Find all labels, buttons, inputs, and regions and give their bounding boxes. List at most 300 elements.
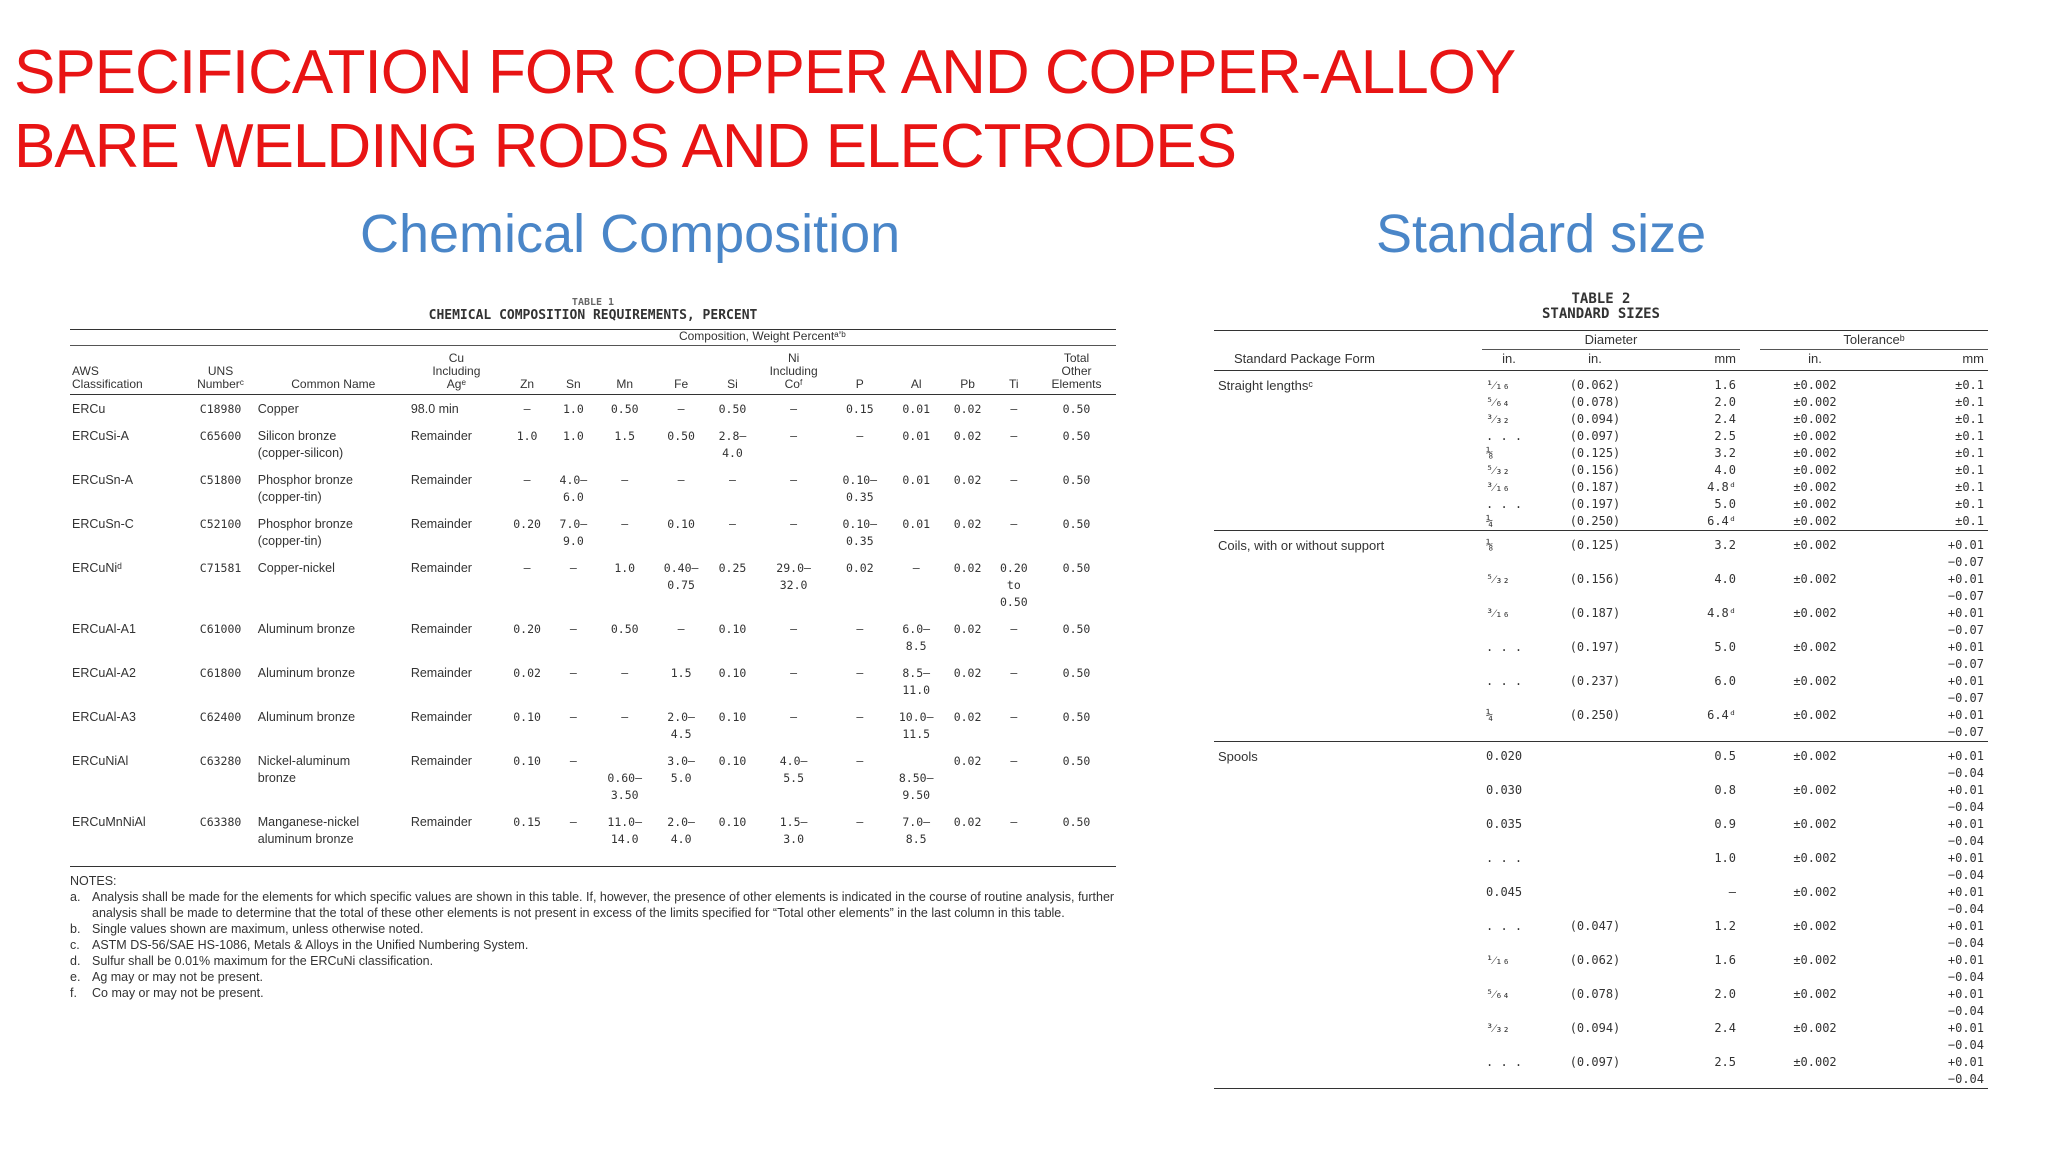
cell-mn: —	[621, 710, 629, 724]
cell-diameter-decimal: (0.062)	[1569, 953, 1621, 967]
cell-tolerance-mm: ±0.1	[1955, 395, 1984, 409]
table2-col-gap	[1740, 350, 1760, 371]
table2-header-gap	[1740, 331, 1760, 350]
cell-ti: —	[1010, 815, 1018, 829]
table-row	[1214, 639, 1988, 673]
cell-cu: Remainder	[410, 710, 472, 724]
cell-tolerance-in: ±0.002	[1793, 674, 1837, 688]
cell-sn: —	[569, 622, 577, 636]
cell-fe: 2.0– 4.0	[667, 815, 695, 846]
cell-si: 0.10	[718, 754, 747, 768]
cell-zn: 0.10	[513, 710, 541, 724]
cell-diameter-decimal: (0.250)	[1569, 708, 1621, 722]
cell-gap	[1740, 411, 1760, 428]
cell-diameter-mm: 2.0	[1714, 987, 1736, 1001]
table-row	[1214, 707, 1988, 742]
cell-gap	[1740, 513, 1760, 531]
cell-diameter-mm: 4.0	[1714, 572, 1736, 586]
cell-zn: 0.02	[513, 666, 541, 680]
cell-mn: 1.0	[614, 561, 636, 575]
cell-uns: C61800	[199, 666, 242, 680]
cell-diameter-mm: 0.8	[1714, 783, 1736, 797]
cell-total: 0.50	[1062, 754, 1091, 768]
cell-ti: —	[1010, 473, 1018, 487]
cell-diameter-in: 0.020	[1486, 749, 1523, 763]
cell-diameter-decimal: (0.156)	[1569, 463, 1621, 477]
cell-diameter-mm: 6.0	[1714, 674, 1736, 688]
cell-gap	[1740, 1020, 1760, 1054]
cell-tolerance-mm: +0.01 −0.07	[1947, 674, 1984, 705]
cell-gap	[1740, 884, 1760, 918]
cell-tolerance-in: ±0.002	[1793, 572, 1837, 586]
cell-tolerance-mm: +0.01 −0.07	[1947, 708, 1984, 739]
table-row	[70, 611, 1116, 655]
cell-diameter-in: ¹⁄₁₆	[1486, 378, 1510, 392]
cell-pb: 0.02	[953, 622, 982, 636]
table-row	[1214, 742, 1988, 783]
table-row	[70, 550, 1116, 611]
cell-fe: —	[677, 473, 685, 487]
cell-gap	[1740, 605, 1760, 639]
cell-pb: 0.02	[953, 517, 982, 531]
table-row	[1214, 1054, 1988, 1089]
cell-aws: ERCuAl-A2	[72, 666, 136, 680]
cell-tolerance-in: ±0.002	[1793, 953, 1837, 967]
cell-p: —	[856, 754, 864, 768]
cell-tolerance-in: ±0.002	[1793, 514, 1837, 528]
cell-diameter-in: ⅛	[1486, 446, 1494, 460]
cell-diameter-decimal: (0.047)	[1569, 919, 1621, 933]
cell-tolerance-in: ±0.002	[1793, 708, 1837, 722]
cell-tolerance-mm: ±0.1	[1955, 463, 1984, 477]
size-section	[1214, 531, 1988, 742]
note-label: e.	[70, 970, 81, 984]
table-row	[1214, 782, 1988, 816]
cell-tolerance-mm: +0.01 −0.07	[1947, 640, 1984, 671]
cell-tolerance-in: ±0.002	[1793, 987, 1837, 1001]
cell-aws: ERCuSn-C	[72, 517, 134, 531]
col-total-other: Total Other Elements	[1037, 346, 1116, 395]
cell-fe: —	[677, 402, 685, 416]
cell-pb: 0.02	[953, 710, 982, 724]
cell-pb: 0.02	[953, 754, 982, 768]
slide-title	[14, 36, 1515, 184]
cell-ti: 0.20 to 0.50	[999, 561, 1028, 609]
table-row	[1214, 411, 1988, 428]
cell-mn: 1.5	[614, 429, 636, 443]
cell-pb: 0.02	[953, 402, 982, 416]
cell-diameter-in: ⁵⁄₆₄	[1486, 395, 1510, 409]
cell-gap	[1740, 479, 1760, 496]
cell-sn: —	[569, 710, 577, 724]
cell-sn: —	[569, 815, 577, 829]
cell-cu: 98.0 min	[410, 402, 459, 416]
cell-ti: —	[1010, 622, 1018, 636]
cell-gap	[1740, 918, 1760, 952]
cell-diameter-mm: 1.6	[1714, 378, 1736, 392]
standard-sizes-table	[1214, 330, 1988, 1089]
cell-sn: —	[569, 666, 577, 680]
cell-zn: —	[523, 561, 531, 575]
chemical-composition-table	[70, 329, 1116, 856]
cell-si: 0.25	[718, 561, 747, 575]
table-row	[70, 804, 1116, 856]
cell-name: Aluminum bronze	[257, 710, 356, 724]
cell-tolerance-mm: +0.01 −0.07	[1947, 606, 1984, 637]
cell-tolerance-mm: ±0.1	[1955, 378, 1984, 392]
cell-uns: C51800	[199, 473, 242, 487]
cell-al: 0.01	[902, 473, 931, 487]
cell-diameter-decimal: (0.097)	[1569, 429, 1621, 443]
table1-column-headers	[70, 346, 1116, 395]
cell-aws: ERCuAl-A3	[72, 710, 136, 724]
table-row	[70, 395, 1116, 419]
cell-ni: —	[790, 666, 798, 680]
cell-name: Manganese-nickel aluminum bronze	[257, 815, 360, 846]
table2-number: TABLE 2	[1571, 291, 1631, 307]
cell-total: 0.50	[1062, 622, 1091, 636]
cell-tolerance-mm: ±0.1	[1955, 480, 1984, 494]
cell-gap	[1740, 707, 1760, 742]
cell-diameter-in: . . .	[1486, 497, 1523, 511]
cell-diameter-mm: 3.2	[1714, 538, 1736, 552]
cell-diameter-decimal	[1536, 782, 1654, 816]
slide-title-line-2: BARE WELDING RODS AND ELECTRODES	[14, 112, 1237, 181]
note-label: d.	[70, 954, 81, 968]
group-diameter: Diameter	[1482, 331, 1740, 350]
cell-total: 0.50	[1062, 402, 1091, 416]
cell-uns: C71581	[199, 561, 242, 575]
cell-ti: —	[1010, 402, 1018, 416]
cell-diameter-mm: 2.4	[1714, 1021, 1736, 1035]
cell-diameter-in: ⅛	[1486, 538, 1494, 552]
cell-gap	[1740, 639, 1760, 673]
cell-total: 0.50	[1062, 710, 1091, 724]
cell-diameter-mm: 0.5	[1714, 749, 1736, 763]
cell-tolerance-mm: +0.01 −0.04	[1947, 749, 1984, 780]
cell-p: 0.10– 0.35	[842, 473, 878, 504]
col-zn: Zn	[504, 346, 550, 395]
col-common-name: Common Name	[258, 346, 409, 395]
cell-ni: —	[790, 473, 798, 487]
cell-total: 0.50	[1062, 666, 1091, 680]
cell-tolerance-in: ±0.002	[1793, 446, 1837, 460]
cell-fe: 0.50	[667, 429, 695, 443]
cell-al: 8.50– 9.50	[898, 771, 934, 802]
cell-p: —	[856, 666, 864, 680]
cell-zn: —	[523, 402, 531, 416]
cell-diameter-mm: 1.2	[1714, 919, 1736, 933]
col-diameter-in: in.	[1482, 350, 1536, 371]
note-label: f.	[70, 986, 77, 1000]
cell-diameter-decimal: (0.062)	[1569, 378, 1621, 392]
table-row	[1214, 952, 1988, 986]
cell-diameter-decimal: (0.097)	[1569, 1055, 1621, 1069]
cell-tolerance-mm: ±0.1	[1955, 497, 1984, 511]
cell-name: Phosphor bronze (copper-tin)	[257, 517, 353, 548]
cell-uns: C63380	[199, 815, 242, 829]
cell-al: 10.0– 11.5	[898, 710, 934, 741]
table1-caption	[70, 298, 1116, 323]
col-diameter-mm: mm	[1654, 350, 1740, 371]
col-si: Si	[709, 346, 755, 395]
table-row	[70, 418, 1116, 462]
cell-diameter-decimal: (0.125)	[1569, 446, 1621, 460]
size-section	[1214, 742, 1988, 1089]
cell-diameter-in: ⁵⁄₃₂	[1486, 572, 1510, 586]
cell-pb: 0.02	[953, 666, 982, 680]
table1-notes	[70, 866, 1116, 1001]
col-cu: Cu Including Agᵉ	[409, 346, 504, 395]
table-row	[1214, 605, 1988, 639]
cell-diameter-in: ³⁄₃₂	[1486, 1021, 1510, 1035]
col-package-form: Standard Package Form	[1214, 331, 1482, 371]
cell-diameter-mm: 2.5	[1714, 1055, 1736, 1069]
cell-al: 0.01	[902, 429, 931, 443]
cell-cu: Remainder	[410, 815, 472, 829]
cell-diameter-mm: 3.2	[1714, 446, 1736, 460]
cell-tolerance-in: ±0.002	[1793, 606, 1837, 620]
cell-pb: 0.02	[953, 815, 982, 829]
cell-tolerance-mm: ±0.1	[1955, 514, 1984, 528]
package-form-empty	[1214, 571, 1482, 605]
cell-diameter-decimal: (0.187)	[1569, 606, 1621, 620]
cell-diameter-mm: 2.0	[1714, 395, 1736, 409]
col-tolerance-mm: mm	[1870, 350, 1988, 371]
cell-tolerance-mm: +0.01 −0.07	[1947, 572, 1984, 603]
cell-diameter-mm: 5.0	[1714, 640, 1736, 654]
cell-diameter-decimal: (0.094)	[1569, 412, 1621, 426]
cell-diameter-decimal: (0.125)	[1569, 538, 1621, 552]
group-tolerance: Toleranceᵇ	[1760, 331, 1988, 350]
package-form-empty	[1214, 816, 1482, 850]
cell-mn: —	[621, 473, 629, 487]
cell-gap	[1740, 462, 1760, 479]
note-text: ASTM DS-56/SAE HS-1086, Metals & Alloys in the Unified Numbering System.	[92, 938, 529, 952]
cell-total: 0.50	[1062, 429, 1091, 443]
table-row	[1214, 816, 1988, 850]
cell-mn: 11.0– 14.0	[607, 815, 643, 846]
table-row	[1214, 496, 1988, 513]
cell-tolerance-mm: +0.01 −0.04	[1947, 919, 1984, 950]
note-item	[70, 937, 1116, 953]
cell-uns: C65600	[199, 429, 242, 443]
cell-uns: C62400	[199, 710, 242, 724]
cell-diameter-decimal	[1536, 742, 1654, 783]
cell-diameter-in: . . .	[1486, 640, 1523, 654]
cell-tolerance-mm: +0.01 −0.04	[1947, 953, 1984, 984]
cell-gap	[1740, 371, 1760, 395]
table-row	[1214, 462, 1988, 479]
note-item	[70, 921, 1116, 937]
note-text: Sulfur shall be 0.01% maximum for the ERCuNi classification.	[92, 954, 434, 968]
cell-aws: ERCuAl-A1	[72, 622, 136, 636]
cell-diameter-in: . . .	[1486, 851, 1523, 865]
cell-tolerance-mm: +0.01 −0.04	[1947, 783, 1984, 814]
col-aws-classification: AWS Classification	[70, 346, 183, 395]
cell-diameter-in: ¼	[1486, 708, 1494, 722]
cell-zn: 0.20	[513, 517, 541, 531]
cell-diameter-decimal: (0.187)	[1569, 480, 1621, 494]
cell-tolerance-in: ±0.002	[1793, 749, 1837, 763]
cell-diameter-mm: 0.9	[1714, 817, 1736, 831]
cell-si: 0.10	[718, 666, 747, 680]
note-label: a.	[70, 890, 81, 904]
cell-name: Copper	[257, 402, 299, 416]
table-row	[1214, 850, 1988, 884]
table-row	[70, 699, 1116, 743]
cell-si: 0.50	[718, 402, 747, 416]
cell-ti: —	[1010, 517, 1018, 531]
cell-al: 7.0– 8.5	[902, 815, 931, 846]
package-form-empty	[1214, 496, 1482, 513]
cell-diameter-mm: 5.0	[1714, 497, 1736, 511]
cell-fe: 1.5	[670, 666, 692, 680]
cell-diameter-decimal: (0.197)	[1569, 640, 1621, 654]
notes-heading: NOTES:	[70, 874, 117, 888]
cell-si: 0.10	[718, 815, 747, 829]
table-row	[70, 655, 1116, 699]
table-row	[1214, 394, 1988, 411]
cell-al: 6.0– 8.5	[902, 622, 931, 653]
cell-diameter-in: ¼	[1486, 514, 1494, 528]
cell-uns: C63280	[199, 754, 242, 768]
cell-tolerance-mm: +0.01 −0.04	[1947, 851, 1984, 882]
cell-gap	[1740, 673, 1760, 707]
cell-fe: 3.0– 5.0	[667, 754, 695, 785]
table-row	[1214, 571, 1988, 605]
cell-zn: 0.20	[513, 622, 541, 636]
cell-gap	[1740, 496, 1760, 513]
package-form-empty	[1214, 462, 1482, 479]
cell-al: —	[912, 561, 920, 575]
cell-total: 0.50	[1062, 815, 1091, 829]
package-form-empty	[1214, 411, 1482, 428]
cell-mn: —	[621, 666, 629, 680]
cell-aws: ERCuSn-A	[72, 473, 134, 487]
cell-tolerance-mm: ±0.1	[1955, 446, 1984, 460]
cell-si: —	[728, 517, 736, 531]
note-item	[70, 953, 1116, 969]
package-form-empty	[1214, 1020, 1482, 1054]
table1-number: TABLE 1	[571, 297, 615, 308]
cell-mn: —	[621, 517, 629, 531]
cell-diameter-mm: 4.0	[1714, 463, 1736, 477]
cell-si: —	[728, 473, 736, 487]
cell-tolerance-mm: +0.01 −0.04	[1947, 885, 1984, 916]
col-ti: Ti	[991, 346, 1037, 395]
note-item	[70, 969, 1116, 985]
col-fe: Fe	[653, 346, 709, 395]
size-section	[1214, 371, 1988, 531]
cell-fe: 0.10	[667, 517, 695, 531]
cell-aws: ERCuNiAl	[72, 754, 129, 768]
cell-name: Silicon bronze (copper-silicon)	[257, 429, 344, 460]
package-form-empty	[1214, 986, 1482, 1020]
table2-caption	[1214, 292, 1988, 322]
cell-ni: —	[790, 429, 798, 443]
cell-ni: 4.0– 5.5	[779, 754, 808, 785]
table-row	[1214, 513, 1988, 531]
cell-fe: 2.0– 4.5	[667, 710, 695, 741]
note-text: Co may or may not be present.	[92, 986, 264, 1000]
cell-ni: —	[790, 517, 798, 531]
col-ni: Ni Including Coᶠ	[756, 346, 832, 395]
cell-sn: 7.0– 9.0	[559, 517, 588, 548]
cell-gap	[1740, 816, 1760, 850]
cell-diameter-in: 0.030	[1486, 783, 1523, 797]
cell-si: 0.10	[718, 622, 747, 636]
cell-gap	[1740, 986, 1760, 1020]
cell-diameter-mm: 6.4ᵈ	[1707, 514, 1736, 528]
cell-p: —	[856, 622, 864, 636]
cell-tolerance-in: ±0.002	[1793, 463, 1837, 477]
cell-pb: 0.02	[953, 561, 982, 575]
cell-si: 2.8– 4.0	[718, 429, 747, 460]
cell-tolerance-in: ±0.002	[1793, 851, 1837, 865]
cell-gap	[1740, 571, 1760, 605]
cell-tolerance-in: ±0.002	[1793, 538, 1837, 552]
cell-tolerance-in: ±0.002	[1793, 919, 1837, 933]
package-form-empty	[1214, 673, 1482, 707]
package-form-empty	[1214, 394, 1482, 411]
cell-diameter-decimal: (0.156)	[1569, 572, 1621, 586]
cell-tolerance-mm: +0.01 −0.04	[1947, 817, 1984, 848]
cell-diameter-decimal: (0.250)	[1569, 514, 1621, 528]
table-row	[1214, 371, 1988, 395]
cell-diameter-decimal	[1536, 816, 1654, 850]
cell-fe: 0.40– 0.75	[663, 561, 699, 592]
cell-total: 0.50	[1062, 561, 1091, 575]
cell-gap	[1740, 445, 1760, 462]
table-row	[1214, 531, 1988, 572]
table-row	[70, 506, 1116, 550]
table2-document	[1214, 292, 1988, 1089]
cell-ni: 29.0– 32.0	[776, 561, 811, 592]
cell-tolerance-in: ±0.002	[1793, 640, 1837, 654]
package-form-empty	[1214, 1054, 1482, 1089]
col-tolerance-in: in.	[1760, 350, 1870, 371]
cell-cu: Remainder	[410, 666, 472, 680]
cell-uns: C18980	[199, 402, 242, 416]
cell-sn: —	[569, 561, 577, 575]
cell-sn: 1.0	[562, 402, 584, 416]
table-row	[1214, 1020, 1988, 1054]
cell-tolerance-mm: ±0.1	[1955, 412, 1984, 426]
table-row	[1214, 884, 1988, 918]
cell-gap	[1740, 428, 1760, 445]
cell-gap	[1740, 952, 1760, 986]
package-form: Coils, with or without support	[1218, 538, 1385, 553]
cell-tolerance-in: ±0.002	[1793, 1021, 1837, 1035]
note-text: Analysis shall be made for the elements for which specific values are shown in this table. If, however, the presence of other elements is indicated in the course of routine analysis, further analysis shall be made to determine that the total of these other elements is not present in excess of the limits specified for “Total other elements” in the last column in this table.	[92, 890, 1115, 920]
cell-diameter-decimal: (0.094)	[1569, 1021, 1621, 1035]
cell-cu: Remainder	[410, 561, 472, 575]
cell-diameter-decimal: (0.078)	[1569, 395, 1621, 409]
cell-aws: ERCuSi-A	[72, 429, 129, 443]
cell-gap	[1740, 850, 1760, 884]
cell-ni: —	[790, 710, 798, 724]
cell-diameter-mm: —	[1728, 885, 1736, 899]
cell-ti: —	[1010, 666, 1018, 680]
note-text: Ag may or may not be present.	[92, 970, 263, 984]
cell-gap	[1740, 394, 1760, 411]
package-form-empty	[1214, 850, 1482, 884]
cell-cu: Remainder	[410, 473, 472, 487]
table1-group-header: Composition, Weight Percentᵃʼᵇ	[409, 330, 1116, 346]
cell-diameter-decimal: (0.237)	[1569, 674, 1621, 688]
cell-tolerance-mm: +0.01 −0.07	[1947, 538, 1984, 569]
